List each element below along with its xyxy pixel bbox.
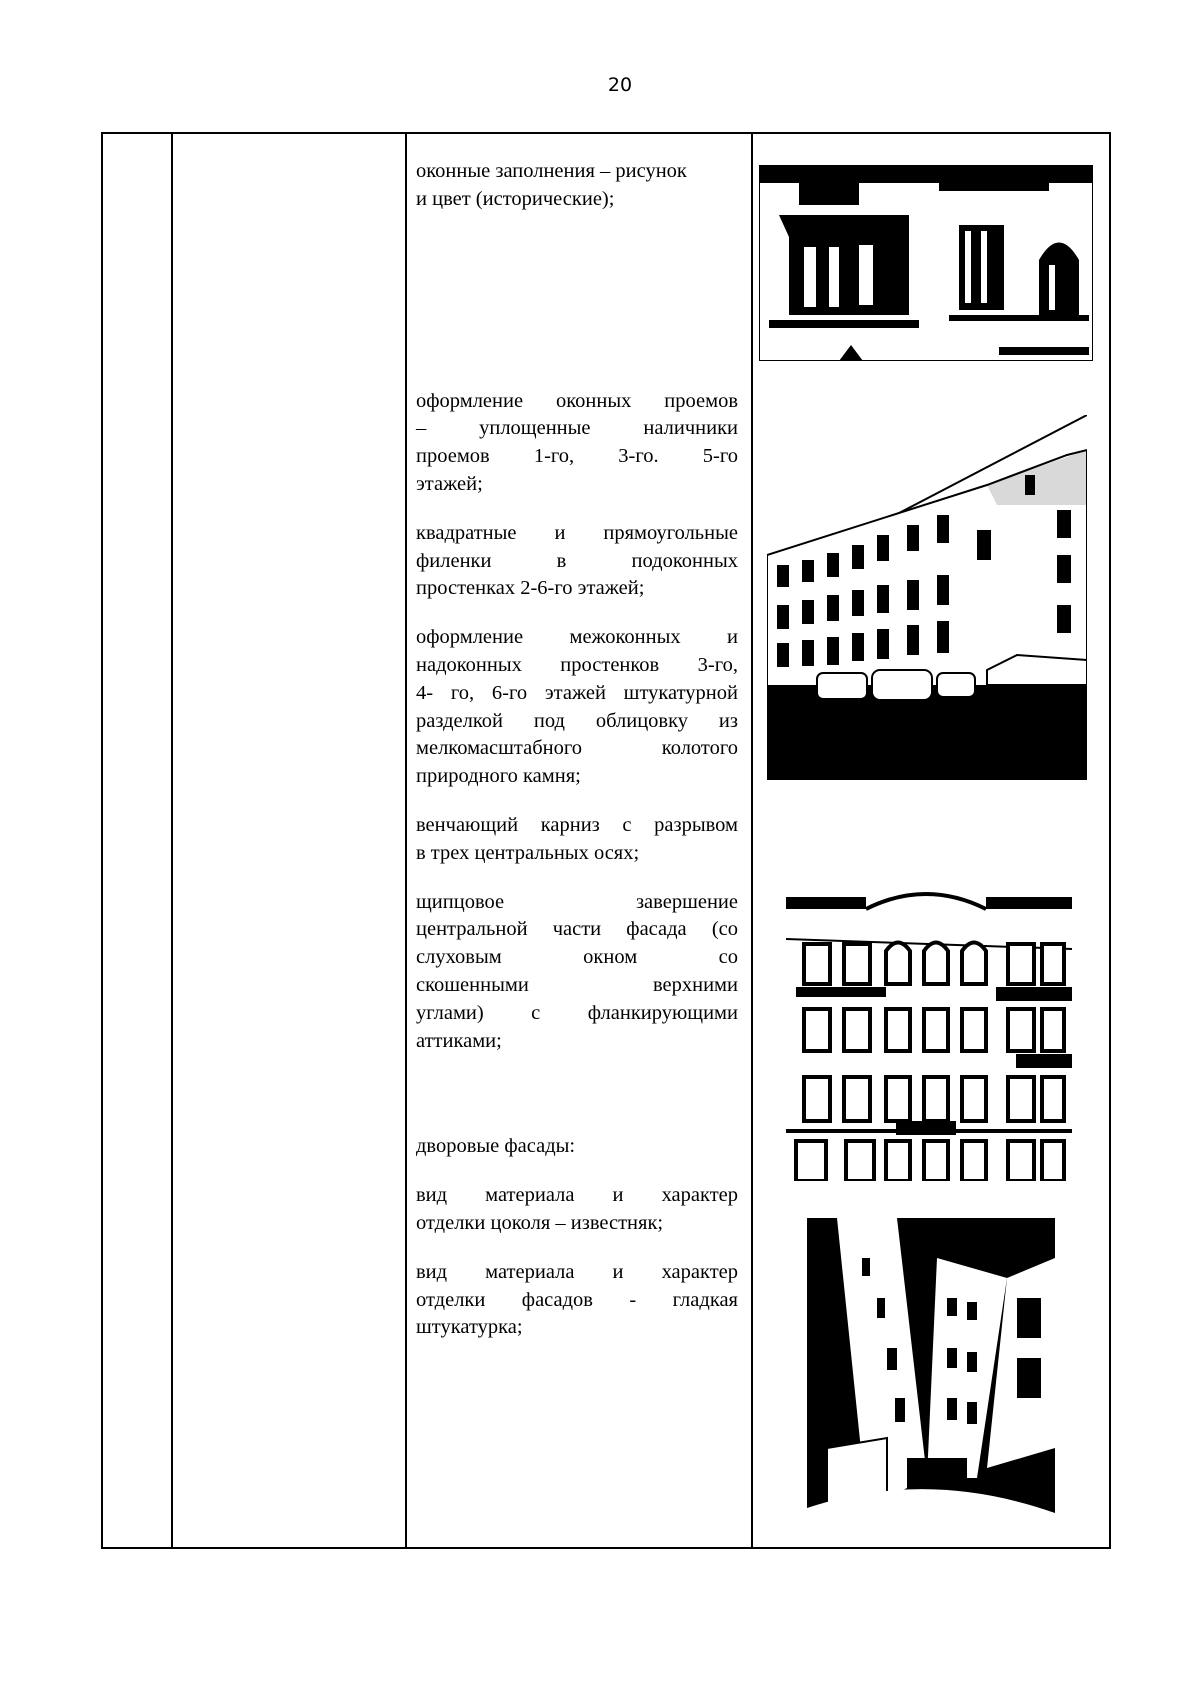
photo-street-facade [767,415,1087,780]
paragraph-cornice: венчающий карниз с разрывом в трех центральных осях; [416,813,738,864]
paragraph-gable: щипцовое завершение центральной части фасада (со слуховым окном со скошенными верхними углами) с фланкирующими аттиками; [416,890,738,1052]
column-divider-1 [171,134,173,1547]
paragraph-courtyard-heading: дворовые фасады: [416,1135,576,1158]
photo-courtyard [807,1218,1055,1544]
photo-window-fillings [759,165,1093,361]
paragraph-panels: квадратные и прямоугольные филенки в подоконных простенках 2-6-го этажей; [416,521,738,600]
column-divider-2 [405,134,407,1547]
page-number: 20 [607,74,633,96]
paragraph-piers: оформление межоконных и надоконных простенков 3-го, 4- го, 6-го этажей штукатурной разделкой под облицовку из мелкомасштабного колотого природного камня; [416,626,738,788]
photo-central-facade [786,889,1072,1181]
paragraph-plinth: вид материала и характер отделки цоколя – известняк; [416,1184,738,1234]
paragraph-window-openings: оформление оконных проемов – уплощенные наличники проемов 1-го, 3-го. 5-го этажей; [416,389,738,495]
text-column [416,158,738,1342]
column-divider-3 [751,134,753,1547]
paragraph-window-fillings: оконные заполнения – рисунок и цвет (исторические); [416,160,687,210]
paragraph-facade-finish: вид материала и характер отделки фасадов - гладкая штукатурка; [416,1260,738,1339]
